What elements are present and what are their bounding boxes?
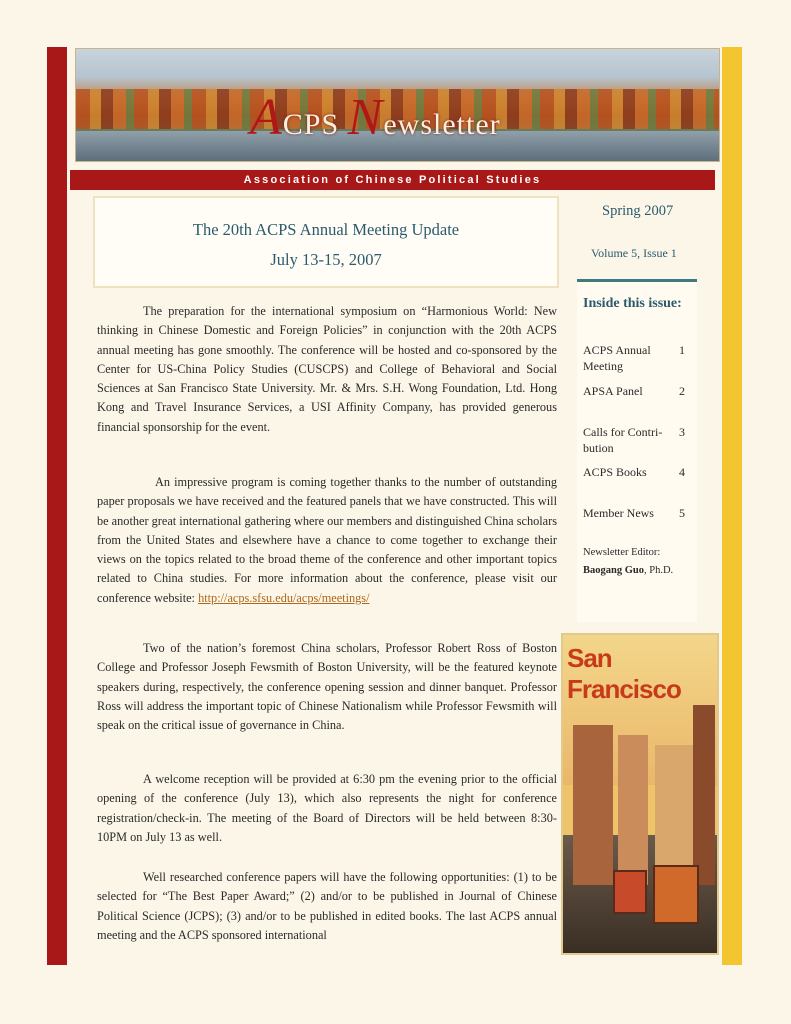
toc-item-calls[interactable] xyxy=(583,424,691,456)
cable-car xyxy=(613,870,647,914)
paragraph-2-text: An impressive program is coming together thanks to the number of outstanding paper proposals we have received and the featured panels that we have constructed. This will be another great international gathering where our members and distinguished China scholars from the United States and elsewhere have a chance to come together to exchange their views on the topics related to the broad theme of the conference and other important topics related to China studies. For more information about the conference, please visit our conference website: xyxy=(97,475,557,605)
toc-label: ACPS Books xyxy=(583,465,647,479)
paragraph-1: The preparation for the international symposium on “Harmonious World: New thinking in Chinese Domestic and Foreign Policies” in conjunction with the 20th ACPS annual meeting has gone smoothly. The conference will be hosted and co-sponsored by the Center for US-China Policy Studies (CUSCPS) and College of Behavioral and Social Sciences at San Francisco State University. Mr. & Mrs. S.H. Wong Foundation, Ltd. Hong Kong and Travel Insurance Services, a USI Affinity Company, has provided generous financial sponsorship for the event. xyxy=(97,304,557,434)
cable-car xyxy=(653,865,699,924)
toc-label: APSA Panel xyxy=(583,384,643,398)
issue-volume: Volume 5, Issue 1 xyxy=(591,246,677,260)
paragraph-5: Well researched conference papers will have the following opportunities: (1) to be selected for “The Best Paper Award;” (2) and/or to be published in Journal of Chinese Political Science (JCPS); (3) and/or to be published in edited books. The last ACPS annual meeting and the ACPS sponsored international xyxy=(97,870,557,942)
editor-label: Newsletter Editor: xyxy=(583,547,661,558)
toc-page: 5 xyxy=(679,506,685,520)
toc-label: ACPS Annual Meeting xyxy=(583,343,651,373)
left-red-border xyxy=(47,47,67,965)
right-gold-border xyxy=(722,47,742,965)
toc-item-apsa-panel[interactable] xyxy=(583,383,691,399)
toc-page: 1 xyxy=(679,343,685,357)
toc-item-annual-meeting[interactable] xyxy=(583,342,691,374)
header-banner-image xyxy=(75,48,720,162)
paragraph-3: Two of the nation’s foremost China scholars, Professor Robert Ross of Boston College and Professor Joseph Fewsmith of Boston University, will be the featured keynote speakers during, respectively, the conference opening session and dinner banquet. Professor Ross will address the important topic of Chinese Nationalism while Professor Fewsmith will speak on the critical issue of governance in China. xyxy=(97,641,557,733)
san-francisco-poster-image xyxy=(561,633,719,955)
title-letter-a: A xyxy=(250,89,283,146)
toc-page: 3 xyxy=(679,425,685,439)
toc-label: Calls for Contri-bution xyxy=(583,425,663,455)
paragraph-2 xyxy=(97,473,557,608)
headline-title: The 20th ACPS Annual Meeting Update xyxy=(192,220,460,239)
issue-season: Spring 2007 xyxy=(602,203,674,219)
headline-box xyxy=(93,196,559,288)
headline-date: July 13-15, 2007 xyxy=(270,250,382,269)
newsletter-editor xyxy=(583,544,703,580)
editor-name: Baogang Guo xyxy=(583,565,644,576)
title-ewsletter: ewsletter xyxy=(383,108,501,141)
title-cps: CPS xyxy=(282,108,340,141)
poster-title: San Francisco xyxy=(567,643,681,704)
toc-item-books[interactable] xyxy=(583,464,691,480)
newsletter-title xyxy=(250,89,501,146)
toc-item-member-news[interactable] xyxy=(583,505,691,521)
association-subtitle: Association of Chinese Political Studies xyxy=(70,170,715,190)
toc-label: Member News xyxy=(583,506,654,520)
conference-website-link[interactable]: http://acps.sfsu.edu/acps/meetings/ xyxy=(198,590,370,605)
sidebar-divider xyxy=(577,279,697,282)
toc-page: 2 xyxy=(679,384,685,398)
title-letter-n: N xyxy=(347,89,384,146)
toc-page: 4 xyxy=(679,465,685,479)
editor-suffix: , Ph.D. xyxy=(643,565,674,576)
paragraph-4: A welcome reception will be provided at 6:30 pm the evening prior to the official opening of the conference (July 13), which also represents the night for conference registration/check-in. The meeting of the Board of Directors will be held between 8:30-10PM on July 13 as well. xyxy=(97,772,557,844)
inside-issue-title: Inside this issue: xyxy=(583,296,682,311)
